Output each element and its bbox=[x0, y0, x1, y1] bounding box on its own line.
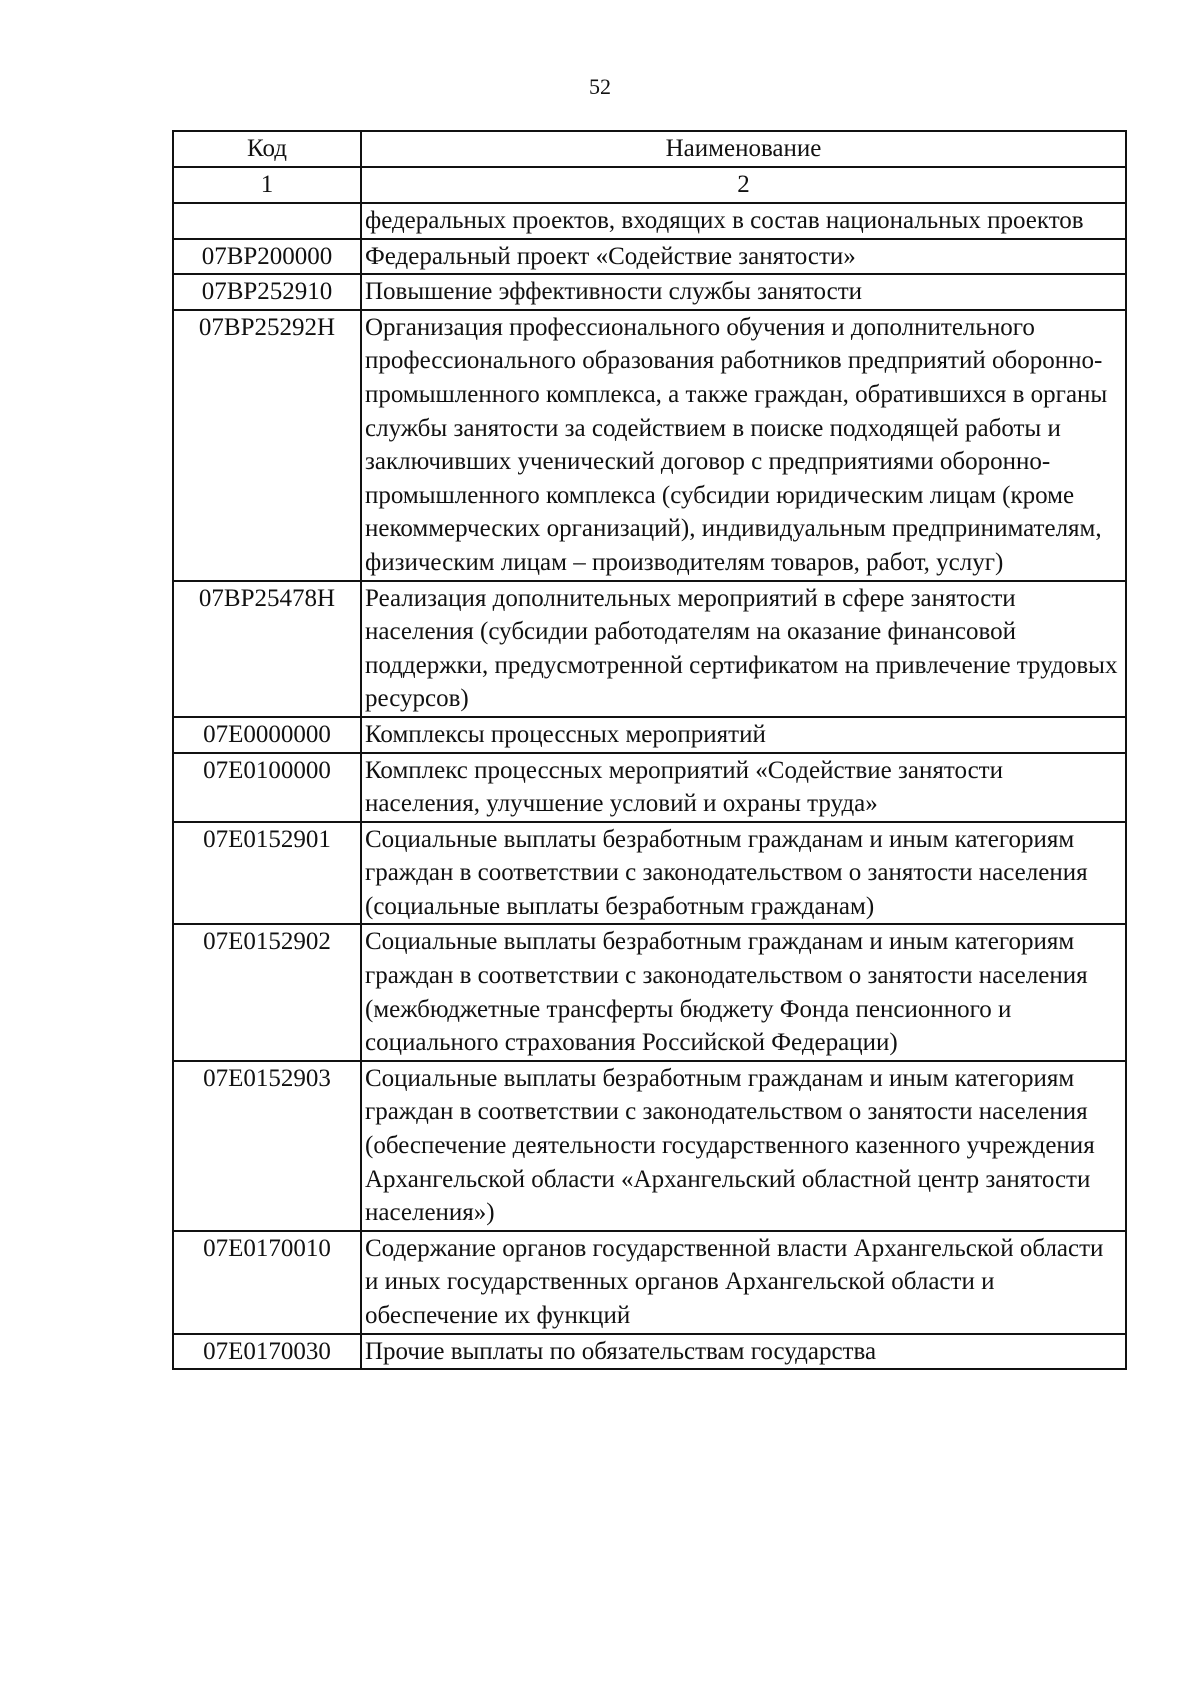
table-row bbox=[173, 203, 1126, 239]
row-name: Организация профессионального обучения и дополнительного профессионального образования работников предприятий оборонно-промышленного комплекса, а также граждан, обратившихся в органы службы занятости за содействием в поиске подходящей работы и заключивших ученический договор с предприятиями оборонно-промышленного комплекса (субсидии юридическим лицам (кроме некоммерческих организаций), индивидуальным предпринимателям, физическим лицам – производителям товаров, работ, услуг) bbox=[361, 310, 1126, 581]
table-row bbox=[173, 1231, 1126, 1334]
row-name: Социальные выплаты безработным гражданам и иным категориям граждан в соответствии с законодательством о занятости населения (межбюджетные трансферты бюджету Фонда пенсионного и социального страхования Российской Федерации) bbox=[361, 924, 1126, 1060]
column-number-row bbox=[173, 167, 1126, 203]
row-code: 07Е0152903 bbox=[173, 1061, 361, 1231]
column-number-1: 1 bbox=[173, 167, 361, 203]
table-header-row bbox=[173, 131, 1126, 167]
row-code: 07Е0170030 bbox=[173, 1334, 361, 1370]
table-row bbox=[173, 822, 1126, 925]
row-code: 07Е0170010 bbox=[173, 1231, 361, 1334]
row-code: 07ВР25292Н bbox=[173, 310, 361, 581]
row-code: 07Е0152902 bbox=[173, 924, 361, 1060]
row-name: Повышение эффективности службы занятости bbox=[361, 274, 1126, 310]
row-code: 07ВР252910 bbox=[173, 274, 361, 310]
table-row bbox=[173, 717, 1126, 753]
table-row bbox=[173, 274, 1126, 310]
row-name: Реализация дополнительных мероприятий в сфере занятости населения (субсидии работодателям на оказание финансовой поддержки, предусмотренной сертификатом на привлечение трудовых ресурсов) bbox=[361, 581, 1126, 717]
header-name: Наименование bbox=[361, 131, 1126, 167]
row-name: Федеральный проект «Содействие занятости» bbox=[361, 239, 1126, 275]
table-row bbox=[173, 924, 1126, 1060]
row-name: федеральных проектов, входящих в состав национальных проектов bbox=[361, 203, 1126, 239]
table-row bbox=[173, 581, 1126, 717]
header-code: Код bbox=[173, 131, 361, 167]
row-code: 07Е0100000 bbox=[173, 753, 361, 822]
table-row bbox=[173, 753, 1126, 822]
table-row bbox=[173, 1061, 1126, 1231]
page-number: 52 bbox=[589, 74, 611, 99]
row-code bbox=[173, 203, 361, 239]
row-code: 07Е0000000 bbox=[173, 717, 361, 753]
column-number-2: 2 bbox=[361, 167, 1126, 203]
classification-table bbox=[172, 130, 1127, 1370]
table-row bbox=[173, 1334, 1126, 1370]
row-name: Прочие выплаты по обязательствам государства bbox=[361, 1334, 1126, 1370]
row-name: Социальные выплаты безработным гражданам и иным категориям граждан в соответствии с законодательством о занятости населения (обеспечение деятельности государственного казенного учреждения Архангельской области «Архангельский областной центр занятости населения») bbox=[361, 1061, 1126, 1231]
row-code: 07Е0152901 bbox=[173, 822, 361, 925]
row-name: Комплексы процессных мероприятий bbox=[361, 717, 1126, 753]
table-row bbox=[173, 310, 1126, 581]
row-name: Комплекс процессных мероприятий «Содействие занятости населения, улучшение условий и охраны труда» bbox=[361, 753, 1126, 822]
row-name: Социальные выплаты безработным гражданам и иным категориям граждан в соответствии с законодательством о занятости населения (социальные выплаты безработным гражданам) bbox=[361, 822, 1126, 925]
row-code: 07ВР200000 bbox=[173, 239, 361, 275]
table-row bbox=[173, 239, 1126, 275]
row-code: 07ВР25478Н bbox=[173, 581, 361, 717]
row-name: Содержание органов государственной власти Архангельской области и иных государственных органов Архангельской области и обеспечение их функций bbox=[361, 1231, 1126, 1334]
